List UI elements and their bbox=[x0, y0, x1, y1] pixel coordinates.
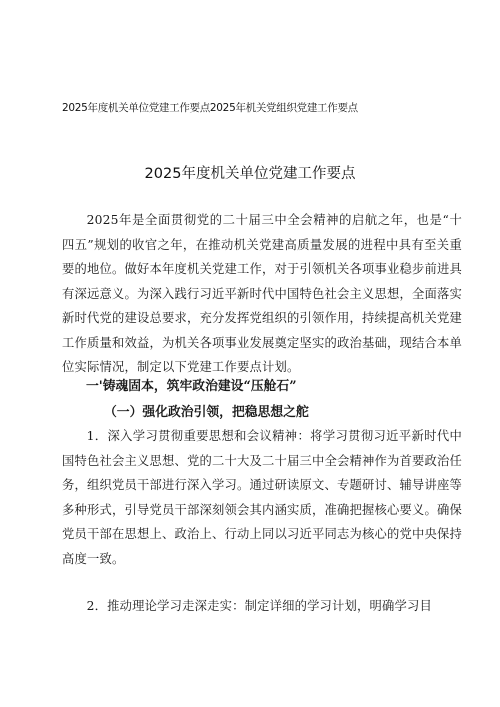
intro-paragraph: 2025年是全面贯彻党的二十届三中全会精神的启航之年，也是“十四五”规划的收官之年，在推动机关党建高质量发展的进程中具有至关重要的地位。做好本年度机关党建工作，对于引领机关各项事业稳步前进具有深远意义。为深入践行习近平新时代中国特色社会主义思想，全面落实新时代党的建设总要求，充分发挥党组织的引领作用，持续提高机关党建工作质量和效益，为机关各项事业发展奠定坚实的政治基础，现结合本单位实际情况，制定以下党建工作要点计划。 bbox=[62, 213, 462, 374]
running-header: 2025年度机关单位党建工作要点2025年机关党组织党建工作要点 bbox=[62, 102, 358, 114]
subsection-heading: （一）强化政治引领，把稳思想之舵 bbox=[104, 405, 309, 420]
item-1-paragraph: 1．深入学习贯彻重要思想和会议精神：将学习贯彻习近平新时代中国特色社会主义思想、党的二十大及二十届三中全会精神作为首要政治任务，组织党员干部进行深入学习。通过研读原文、专题研讨、辅导讲座等多种形式，引导党员干部深刻领会其内涵实质，准确把握核心要义。确保党员干部在思想上、政治上、行动上同以习近平同志为核心的党中央保持高度一致。 bbox=[62, 429, 462, 566]
section-heading: 一'铸魂固本，筑牢政治建设“压舱石” bbox=[86, 379, 297, 394]
item-2-paragraph: 2．推动理论学习走深走实：制定详细的学习计划，明确学习目 bbox=[86, 599, 433, 613]
document-title: 2025年度机关单位党建工作要点 bbox=[144, 166, 356, 182]
